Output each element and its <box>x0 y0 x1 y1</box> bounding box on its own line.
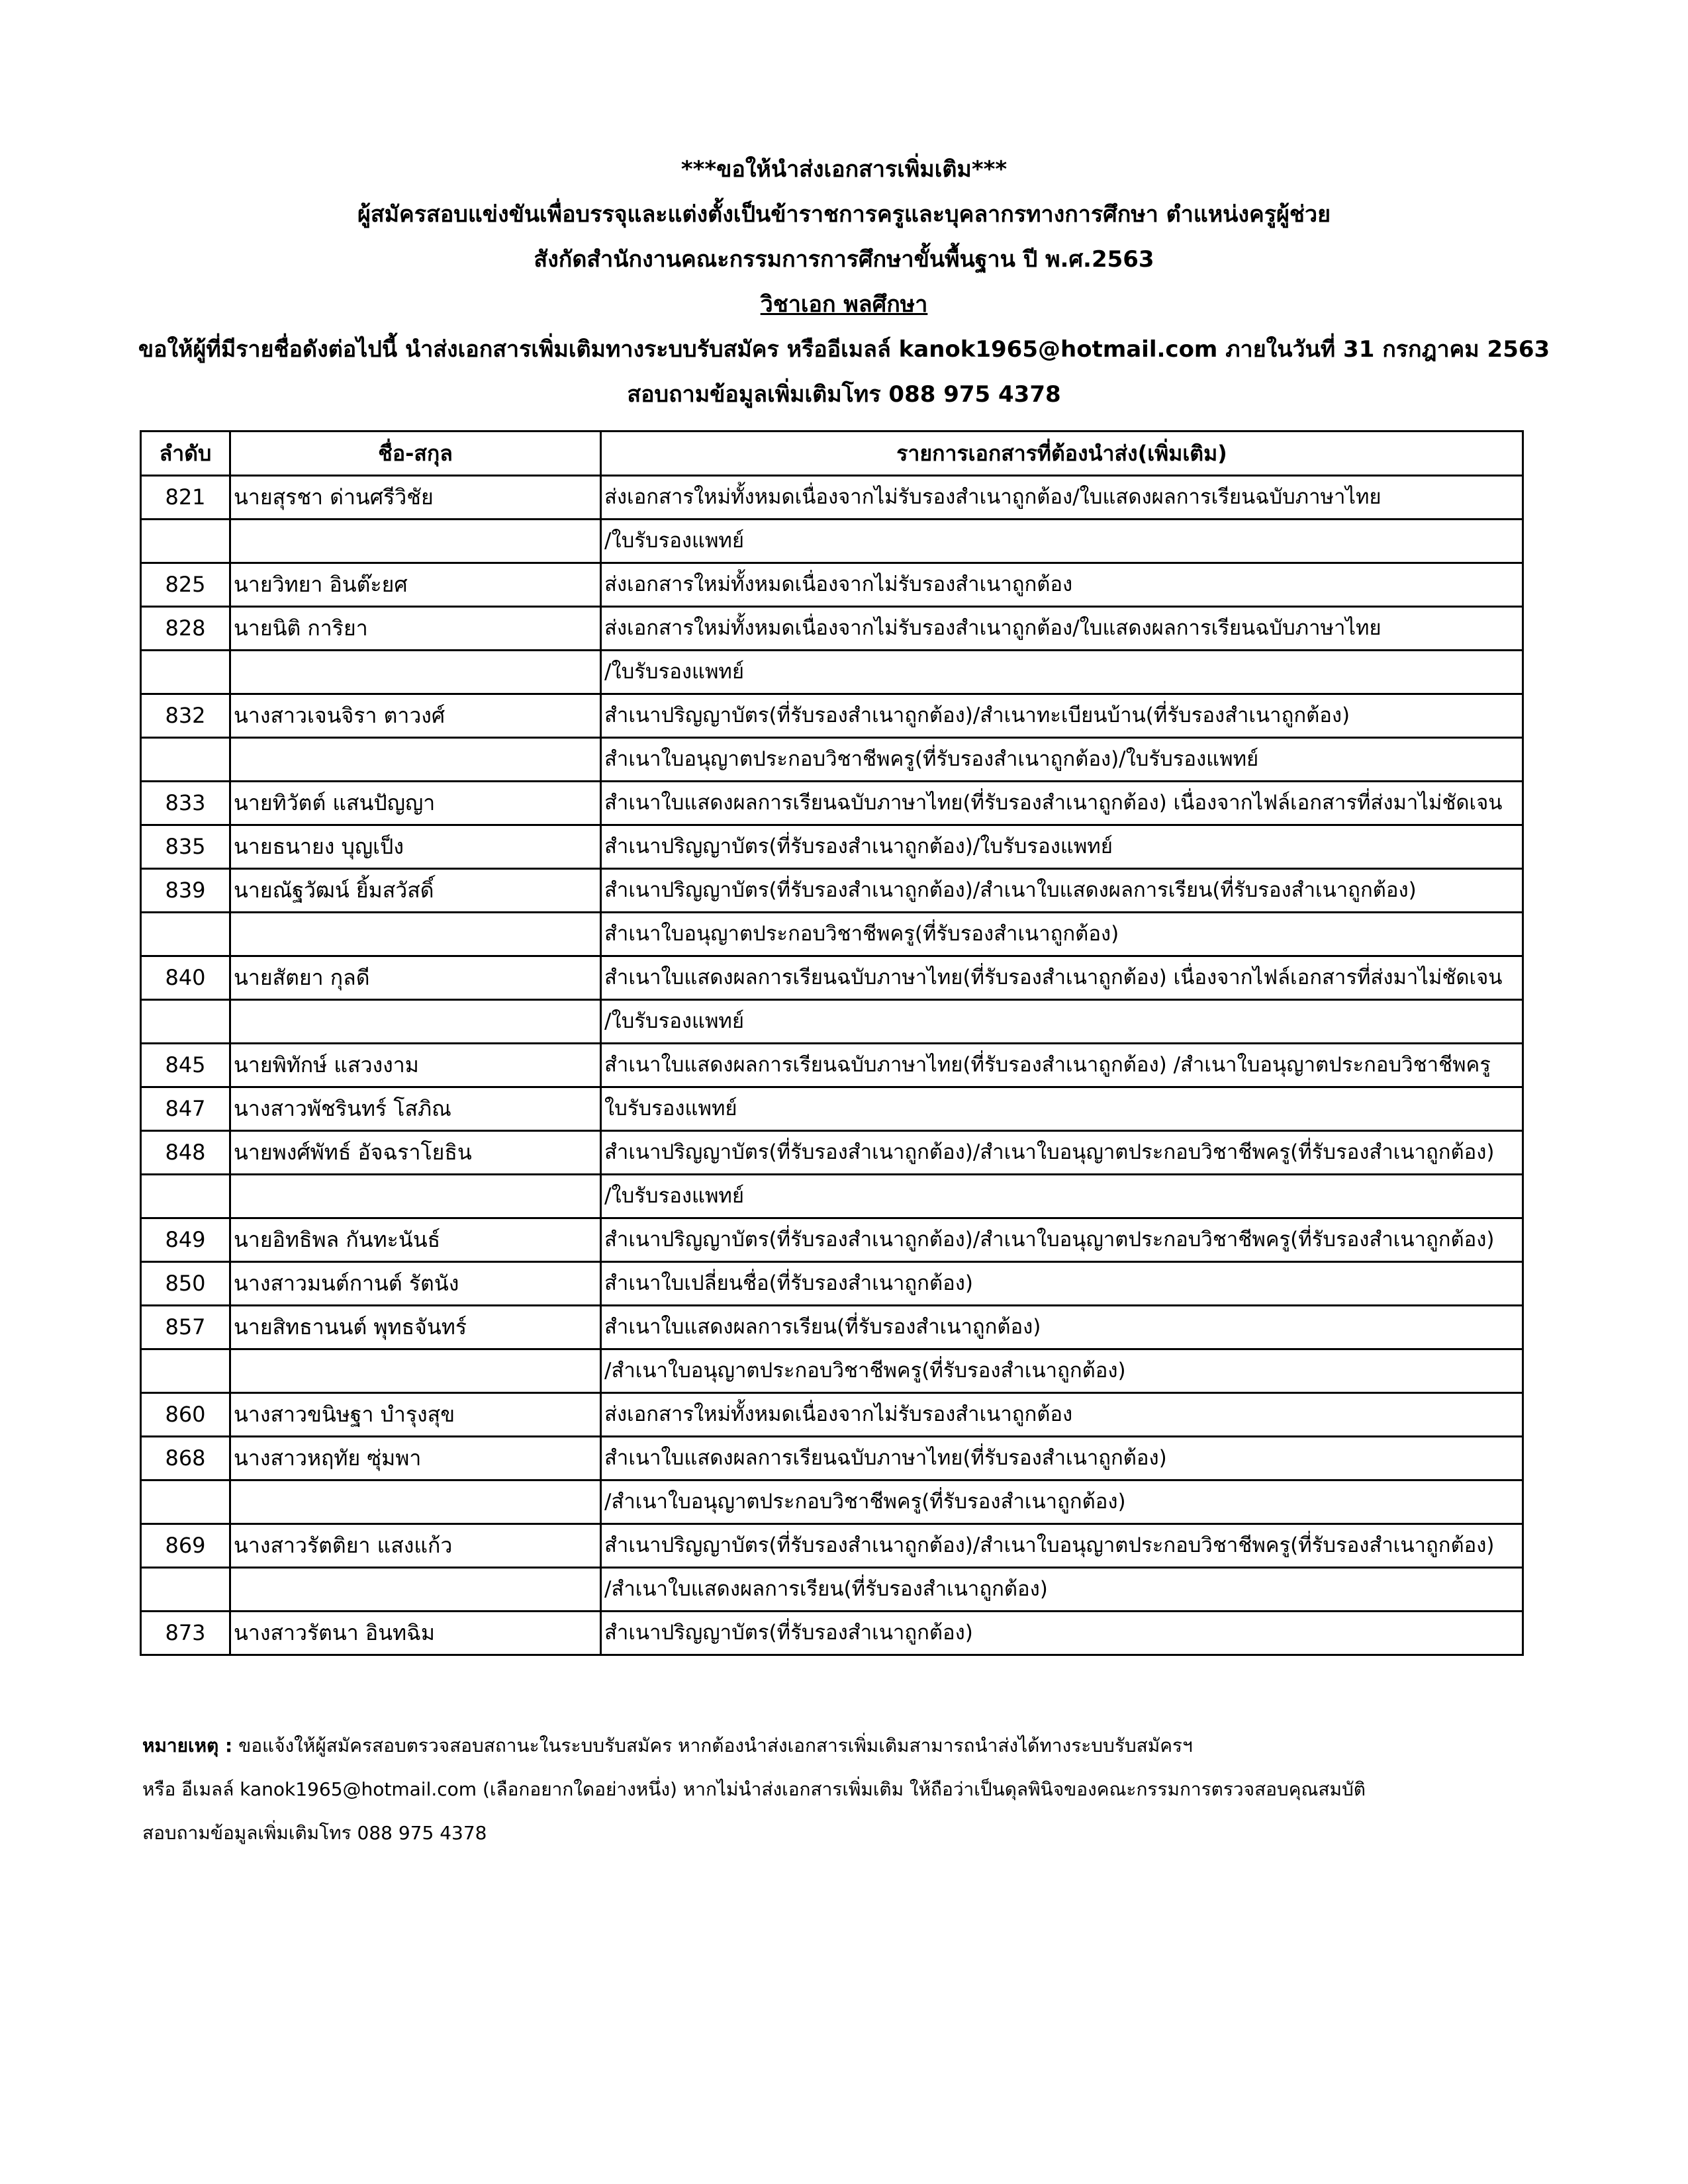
table-body <box>141 476 1523 1655</box>
table-row <box>141 1087 1523 1131</box>
row-number: 850 <box>141 1262 230 1306</box>
required-documents: สำเนาปริญญาบัตร(ที่รับรองสำเนาถูกต้อง)/สำเนาใบแสดงผลการเรียน(ที่รับรองสำเนาถูกต้อง) <box>601 869 1523 913</box>
table-row <box>141 1480 1523 1524</box>
required-documents: สำเนาใบเปลี่ยนชื่อ(ที่รับรองสำเนาถูกต้อง) <box>601 1262 1523 1306</box>
row-number: 835 <box>141 825 230 869</box>
required-documents: สำเนาใบแสดงผลการเรียนฉบับภาษาไทย(ที่รับรองสำเนาถูกต้อง) /สำเนาใบอนุญาตประกอบวิชาชีพครู <box>601 1044 1523 1087</box>
applicant-name: นายพงศ์พัทธ์ อัจฉราโยธิน <box>230 1131 601 1175</box>
table-row <box>141 956 1523 1000</box>
required-documents: /ใบรับรองแพทย์ <box>601 651 1523 694</box>
table-row <box>141 476 1523 520</box>
applicant-name <box>230 1349 601 1393</box>
notice-agency: สังกัดสำนักงานคณะกรรมการการศึกษาขั้นพื้นฐาน ปี พ.ศ.2563 <box>534 246 1154 273</box>
applicant-name: นายธนายง บุญเป็ง <box>230 825 601 869</box>
table-row <box>141 1568 1523 1612</box>
applicant-name <box>230 913 601 956</box>
applicant-name: นายวิทยา อินต๊ะยศ <box>230 563 601 607</box>
required-documents: สำเนาใบแสดงผลการเรียน(ที่รับรองสำเนาถูกต้อง) <box>601 1306 1523 1349</box>
table-row <box>141 1612 1523 1655</box>
required-documents: /สำเนาใบแสดงผลการเรียน(ที่รับรองสำเนาถูกต้อง) <box>601 1568 1523 1612</box>
table-row <box>141 1131 1523 1175</box>
required-documents: ส่งเอกสารใหม่ทั้งหมดเนื่องจากไม่รับรองสำเนาถูกต้อง <box>601 563 1523 607</box>
table-row <box>141 1262 1523 1306</box>
remark-label: หมายเหตุ : <box>142 1735 233 1756</box>
applicant-name: นายทิวัตต์ แสนปัญญา <box>230 782 601 825</box>
row-number <box>141 913 230 956</box>
table-row <box>141 1393 1523 1437</box>
column-header-docs: รายการเอกสารที่ต้องนำส่ง(เพิ่มเติม) <box>601 432 1523 476</box>
required-documents: /ใบรับรองแพทย์ <box>601 520 1523 563</box>
row-number: 825 <box>141 563 230 607</box>
required-documents: ส่งเอกสารใหม่ทั้งหมดเนื่องจากไม่รับรองสำเนาถูกต้อง <box>601 1393 1523 1437</box>
applicant-name <box>230 520 601 563</box>
applicant-name <box>230 1175 601 1218</box>
row-number: 868 <box>141 1437 230 1480</box>
applicant-name: นางสาวเจนจิรา ตาวงศ์ <box>230 694 601 738</box>
required-documents: ส่งเอกสารใหม่ทั้งหมดเนื่องจากไม่รับรองสำเนาถูกต้อง/ใบแสดงผลการเรียนฉบับภาษาไทย <box>601 607 1523 651</box>
table-row <box>141 694 1523 738</box>
row-number <box>141 651 230 694</box>
row-number <box>141 1480 230 1524</box>
table-row <box>141 1349 1523 1393</box>
table-row <box>141 1044 1523 1087</box>
required-documents: สำเนาใบอนุญาตประกอบวิชาชีพครู(ที่รับรองสำเนาถูกต้อง)/ใบรับรองแพทย์ <box>601 738 1523 782</box>
row-number: 847 <box>141 1087 230 1131</box>
row-number: 839 <box>141 869 230 913</box>
applicant-name <box>230 1480 601 1524</box>
required-documents: สำเนาใบแสดงผลการเรียนฉบับภาษาไทย(ที่รับรองสำเนาถูกต้อง) <box>601 1437 1523 1480</box>
table-row <box>141 651 1523 694</box>
row-number: 873 <box>141 1612 230 1655</box>
remark-line-3: สอบถามข้อมูลเพิ่มเติมโทร 088 975 4378 <box>142 1822 487 1844</box>
table-row <box>141 1218 1523 1262</box>
table-row <box>141 1175 1523 1218</box>
applicant-name: นายสิทธานนต์ พุทธจันทร์ <box>230 1306 601 1349</box>
required-documents: ใบรับรองแพทย์ <box>601 1087 1523 1131</box>
row-number: 849 <box>141 1218 230 1262</box>
row-number: 821 <box>141 476 230 520</box>
applicant-table <box>140 430 1524 1656</box>
applicant-name <box>230 1568 601 1612</box>
required-documents: สำเนาปริญญาบัตร(ที่รับรองสำเนาถูกต้อง) <box>601 1612 1523 1655</box>
required-documents: /ใบรับรองแพทย์ <box>601 1000 1523 1044</box>
instruction-text: ขอให้ผู้ที่มีรายชื่อดังต่อไปนี้ นำส่งเอกสารเพิ่มเติมทางระบบรับสมัคร หรืออีเมลล์ kanok1965@hotmail.com ภายในวันที่ 31 กรกฎาคม 2563 <box>138 336 1550 363</box>
applicant-name: นางสาวพัชรินทร์ โสภิณ <box>230 1087 601 1131</box>
table-row <box>141 1524 1523 1568</box>
applicant-name: นางสาวมนต์กานต์ รัตนัง <box>230 1262 601 1306</box>
row-number <box>141 1000 230 1044</box>
column-header-no: ลำดับ <box>141 432 230 476</box>
required-documents: สำเนาใบอนุญาตประกอบวิชาชีพครู(ที่รับรองสำเนาถูกต้อง) <box>601 913 1523 956</box>
applicant-name: นายนิติ การิยา <box>230 607 601 651</box>
applicant-name: นางสาวหฤทัย ซุ่มพา <box>230 1437 601 1480</box>
table-row <box>141 782 1523 825</box>
column-header-name: ชื่อ-สกุล <box>230 432 601 476</box>
row-number: 845 <box>141 1044 230 1087</box>
required-documents: สำเนาปริญญาบัตร(ที่รับรองสำเนาถูกต้อง)/ใบรับรองแพทย์ <box>601 825 1523 869</box>
row-number <box>141 738 230 782</box>
table-row <box>141 825 1523 869</box>
row-number <box>141 1349 230 1393</box>
table-row <box>141 563 1523 607</box>
notice-title: ***ขอให้นำส่งเอกสารเพิ่มเติม*** <box>680 156 1008 183</box>
row-number: 840 <box>141 956 230 1000</box>
row-number: 832 <box>141 694 230 738</box>
applicant-name: นางสาวรัตติยา แสงแก้ว <box>230 1524 601 1568</box>
required-documents: ส่งเอกสารใหม่ทั้งหมดเนื่องจากไม่รับรองสำเนาถูกต้อง/ใบแสดงผลการเรียนฉบับภาษาไทย <box>601 476 1523 520</box>
table-row <box>141 520 1523 563</box>
row-number: 828 <box>141 607 230 651</box>
table-row <box>141 1306 1523 1349</box>
table-row <box>141 607 1523 651</box>
applicant-name: นายพิทักษ์ แสวงงาม <box>230 1044 601 1087</box>
applicant-name: นายณัฐวัฒน์ ยิ้มสวัสดิ์ <box>230 869 601 913</box>
required-documents: สำเนาปริญญาบัตร(ที่รับรองสำเนาถูกต้อง)/สำเนาใบอนุญาตประกอบวิชาชีพครู(ที่รับรองสำเนาถูกต้อง) <box>601 1524 1523 1568</box>
required-documents: /สำเนาใบอนุญาตประกอบวิชาชีพครู(ที่รับรองสำเนาถูกต้อง) <box>601 1480 1523 1524</box>
row-number: 869 <box>141 1524 230 1568</box>
applicant-name: นายอิทธิพล กันทะนันธ์ <box>230 1218 601 1262</box>
row-number <box>141 1568 230 1612</box>
row-number: 857 <box>141 1306 230 1349</box>
required-documents: สำเนาปริญญาบัตร(ที่รับรองสำเนาถูกต้อง)/สำเนาใบอนุญาตประกอบวิชาชีพครู(ที่รับรองสำเนาถูกต้อง) <box>601 1218 1523 1262</box>
required-documents: สำเนาใบแสดงผลการเรียนฉบับภาษาไทย(ที่รับรองสำเนาถูกต้อง) เนื่องจากไฟล์เอกสารที่ส่งมาไม่ชัดเจน <box>601 782 1523 825</box>
table-row <box>141 913 1523 956</box>
row-number: 848 <box>141 1131 230 1175</box>
subject-heading: วิชาเอก พลศึกษา <box>760 291 928 318</box>
required-documents: สำเนาปริญญาบัตร(ที่รับรองสำเนาถูกต้อง)/สำเนาทะเบียนบ้าน(ที่รับรองสำเนาถูกต้อง) <box>601 694 1523 738</box>
applicant-name <box>230 738 601 782</box>
applicant-name: นายสัตยา กุลดี <box>230 956 601 1000</box>
applicant-name <box>230 651 601 694</box>
row-number <box>141 520 230 563</box>
document-header <box>0 147 1688 417</box>
remark-line-1: ขอแจ้งให้ผู้สมัครสอบตรวจสอบสถานะในระบบรับสมัคร หากต้องนำส่งเอกสารเพิ่มเติมสามารถนำส่งได้ทางระบบรับสมัครฯ <box>232 1735 1193 1756</box>
applicant-name: นางสาวรัตนา อินทฉิม <box>230 1612 601 1655</box>
notice-subtitle: ผู้สมัครสอบแข่งขันเพื่อบรรจุและแต่งตั้งเป็นข้าราชการครูและบุคลากรทางการศึกษา ตำแหน่งครูผู้ช่วย <box>357 201 1331 228</box>
required-documents: สำเนาใบแสดงผลการเรียนฉบับภาษาไทย(ที่รับรองสำเนาถูกต้อง) เนื่องจากไฟล์เอกสารที่ส่งมาไม่ชัดเจน <box>601 956 1523 1000</box>
table-row <box>141 869 1523 913</box>
applicant-name: นายสุรชา ด่านศรีวิชัย <box>230 476 601 520</box>
row-number <box>141 1175 230 1218</box>
row-number: 860 <box>141 1393 230 1437</box>
required-documents: /สำเนาใบอนุญาตประกอบวิชาชีพครู(ที่รับรองสำเนาถูกต้อง) <box>601 1349 1523 1393</box>
remark-line-2: หรือ อีเมลล์ kanok1965@hotmail.com (เลือกอยากใดอย่างหนึ่ง) หากไม่นำส่งเอกสารเพิ่มเติม ให้ถือว่าเป็นดุลพินิจของคณะกรรมการตรวจสอบคุณสมบัติ <box>142 1778 1366 1800</box>
required-documents: /ใบรับรองแพทย์ <box>601 1175 1523 1218</box>
table-header-row <box>141 432 1523 476</box>
table-row <box>141 1000 1523 1044</box>
table-row <box>141 1437 1523 1480</box>
table-row <box>141 738 1523 782</box>
required-documents: สำเนาปริญญาบัตร(ที่รับรองสำเนาถูกต้อง)/สำเนาใบอนุญาตประกอบวิชาชีพครู(ที่รับรองสำเนาถูกต้อง) <box>601 1131 1523 1175</box>
remark-section <box>142 1724 1532 1855</box>
contact-text: สอบถามข้อมูลเพิ่มเติมโทร 088 975 4378 <box>627 381 1061 408</box>
row-number: 833 <box>141 782 230 825</box>
applicant-name: นางสาวขนิษฐา บำรุงสุข <box>230 1393 601 1437</box>
applicant-name <box>230 1000 601 1044</box>
